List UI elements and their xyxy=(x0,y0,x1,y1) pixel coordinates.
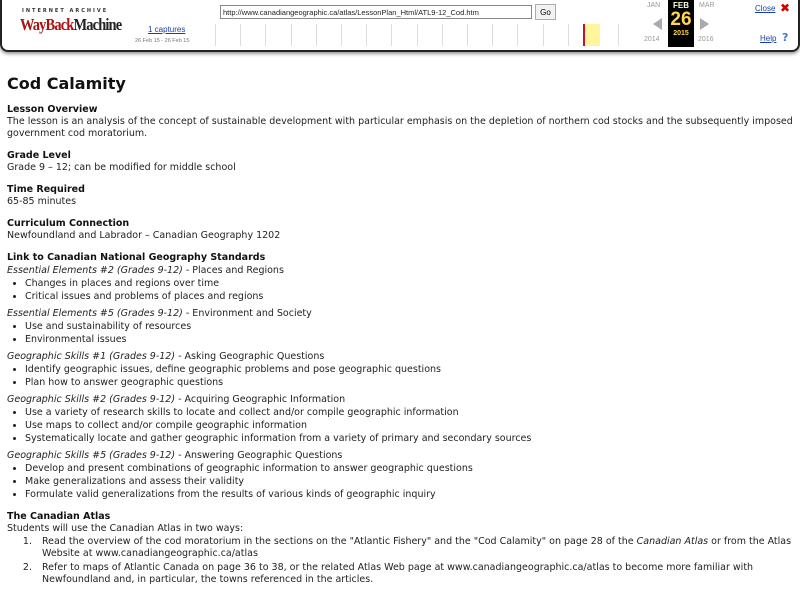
close-link[interactable]: Close xyxy=(755,4,776,13)
current-month: FEB xyxy=(673,1,689,10)
capture-marker[interactable] xyxy=(583,24,585,46)
timeline-gridline xyxy=(442,24,443,46)
list-item: • Use a variety of research skills to locate and collect and/or compile geographic information xyxy=(25,406,797,419)
timeline-gridline xyxy=(215,24,216,46)
list-item: • Make generalizations and assess their validity xyxy=(25,475,797,488)
grade-heading: Grade Level xyxy=(7,150,71,161)
timeline-gridline xyxy=(543,24,544,46)
standard-items xyxy=(25,406,797,445)
close-icon[interactable]: ✖ xyxy=(780,1,791,15)
timeline-gridline xyxy=(467,24,468,46)
atlas-intro: Students will use the Canadian Atlas in two ways: xyxy=(7,523,244,534)
list-item: • Plan how to answer geographic questions xyxy=(25,376,797,389)
next-year[interactable]: 2016 xyxy=(698,36,714,43)
time-heading: Time Required xyxy=(7,184,85,195)
standard-topic: - Acquiring Geographic Information xyxy=(175,394,346,405)
list-item: • Changes in places and regions over time xyxy=(25,277,797,290)
standard-topic: - Environment and Society xyxy=(182,308,312,319)
capture-timeline[interactable] xyxy=(215,24,643,46)
timeline-gridline xyxy=(366,24,367,46)
standard-heading xyxy=(7,307,797,320)
curriculum-heading: Curriculum Connection xyxy=(7,218,130,229)
page-title: Cod Calamity xyxy=(7,74,126,93)
timeline-gridline xyxy=(316,24,317,46)
time-text: 65-85 minutes xyxy=(7,196,77,207)
next-month[interactable]: MAR xyxy=(699,2,715,9)
timeline-gridline xyxy=(240,24,241,46)
standard-topic: - Asking Geographic Questions xyxy=(175,351,325,362)
timeline-gridline xyxy=(492,24,493,46)
current-year-highlight xyxy=(585,24,600,46)
prev-year[interactable]: 2014 xyxy=(644,36,660,43)
standard-name: Geographic Skills #2 (Grades 9-12) xyxy=(7,394,176,405)
standard-items xyxy=(25,363,797,389)
atlas-heading: The Canadian Atlas xyxy=(7,511,111,522)
list-item: • Environmental issues xyxy=(25,333,797,346)
current-year: 2015 xyxy=(673,30,689,37)
captures-link[interactable]: 1 captures xyxy=(148,25,186,34)
standard-items xyxy=(25,462,797,501)
standard-heading xyxy=(7,449,797,462)
list-item: • Identify geographic issues, define geographic problems and pose geographic questions xyxy=(25,363,797,376)
list-item: • Use maps to collect and/or compile geographic information xyxy=(25,419,797,432)
standard-name: Essential Elements #2 (Grades 9-12) xyxy=(7,265,183,276)
standards-list xyxy=(7,264,797,501)
timeline-gridline xyxy=(391,24,392,46)
go-button[interactable]: Go xyxy=(535,4,556,20)
help-icon[interactable]: ? xyxy=(782,31,789,44)
help-link[interactable]: Help xyxy=(760,34,777,43)
atlas-item: 1. Read the overview of the cod moratorium in the sections on the "Atlantic Fishery" and the "Cod Calamity" on page 28 of the Canadian Atlas or from the Atlas Website at www.canadiangeographic.ca/atlas xyxy=(35,536,797,560)
list-item: • Systematically locate and gather geographic information from a variety of primary and secondary sources xyxy=(25,432,797,445)
timeline-gridline xyxy=(341,24,342,46)
atlas-list xyxy=(35,536,797,586)
timeline-gridline xyxy=(291,24,292,46)
overview-text: The lesson is an analysis of the concept of sustainable development with particular emphasis on the depletion of northern cod stocks and the subsequently imposed government cod moratorium. xyxy=(7,116,793,139)
standard-topic: - Answering Geographic Questions xyxy=(175,450,343,461)
wayback-logo[interactable]: WayBackMachine xyxy=(20,15,122,34)
list-item: • Formulate valid generalizations from the results of various kinds of geographic inquiry xyxy=(25,488,797,501)
timeline-gridline xyxy=(517,24,518,46)
standard-name: Geographic Skills #1 (Grades 9-12) xyxy=(7,351,176,362)
standard-heading xyxy=(7,264,797,277)
prev-arrow-icon[interactable] xyxy=(653,18,662,30)
capture-range: 26 Feb 15 - 26 Feb 15 xyxy=(135,38,190,44)
list-item: • Develop and present combinations of geographic information to answer geographic questions xyxy=(25,462,797,475)
overview-heading: Lesson Overview xyxy=(7,104,98,115)
list-item: • Use and sustainability of resources xyxy=(25,320,797,333)
standard-name: Geographic Skills #5 (Grades 9-12) xyxy=(7,450,176,461)
standard-items xyxy=(25,320,797,346)
list-item: • Critical issues and problems of places and regions xyxy=(25,290,797,303)
standards-heading: Link to Canadian National Geography Standards xyxy=(7,252,266,263)
url-input[interactable] xyxy=(220,5,532,19)
standard-items xyxy=(25,277,797,303)
timeline-gridline xyxy=(417,24,418,46)
current-day: 26 xyxy=(670,9,692,30)
calendar-current xyxy=(668,0,694,47)
wayback-toolbar xyxy=(0,0,800,52)
logo-caption: INTERNET ARCHIVE xyxy=(22,8,109,14)
standard-heading xyxy=(7,350,797,363)
timeline-gridline xyxy=(568,24,569,46)
grade-text: Grade 9 – 12; can be modified for middle school xyxy=(7,162,236,173)
atlas-item: 2. Refer to maps of Atlantic Canada on page 36 to 38, or the related Atlas Web page at www.canadiangeographic.ca/atlas to become more familiar with Newfoundland and, in particular, the towns referenced in the articles. xyxy=(35,562,797,586)
curriculum-text: Newfoundland and Labrador – Canadian Geography 1202 xyxy=(7,230,281,241)
next-arrow-icon[interactable] xyxy=(700,18,709,30)
timeline-gridline xyxy=(618,24,619,46)
standard-heading xyxy=(7,393,797,406)
timeline-gridline xyxy=(265,24,266,46)
prev-month[interactable]: JAN xyxy=(647,2,661,9)
standard-name: Essential Elements #5 (Grades 9-12) xyxy=(7,308,183,319)
standard-topic: - Places and Regions xyxy=(182,265,284,276)
lesson-page xyxy=(7,74,797,588)
